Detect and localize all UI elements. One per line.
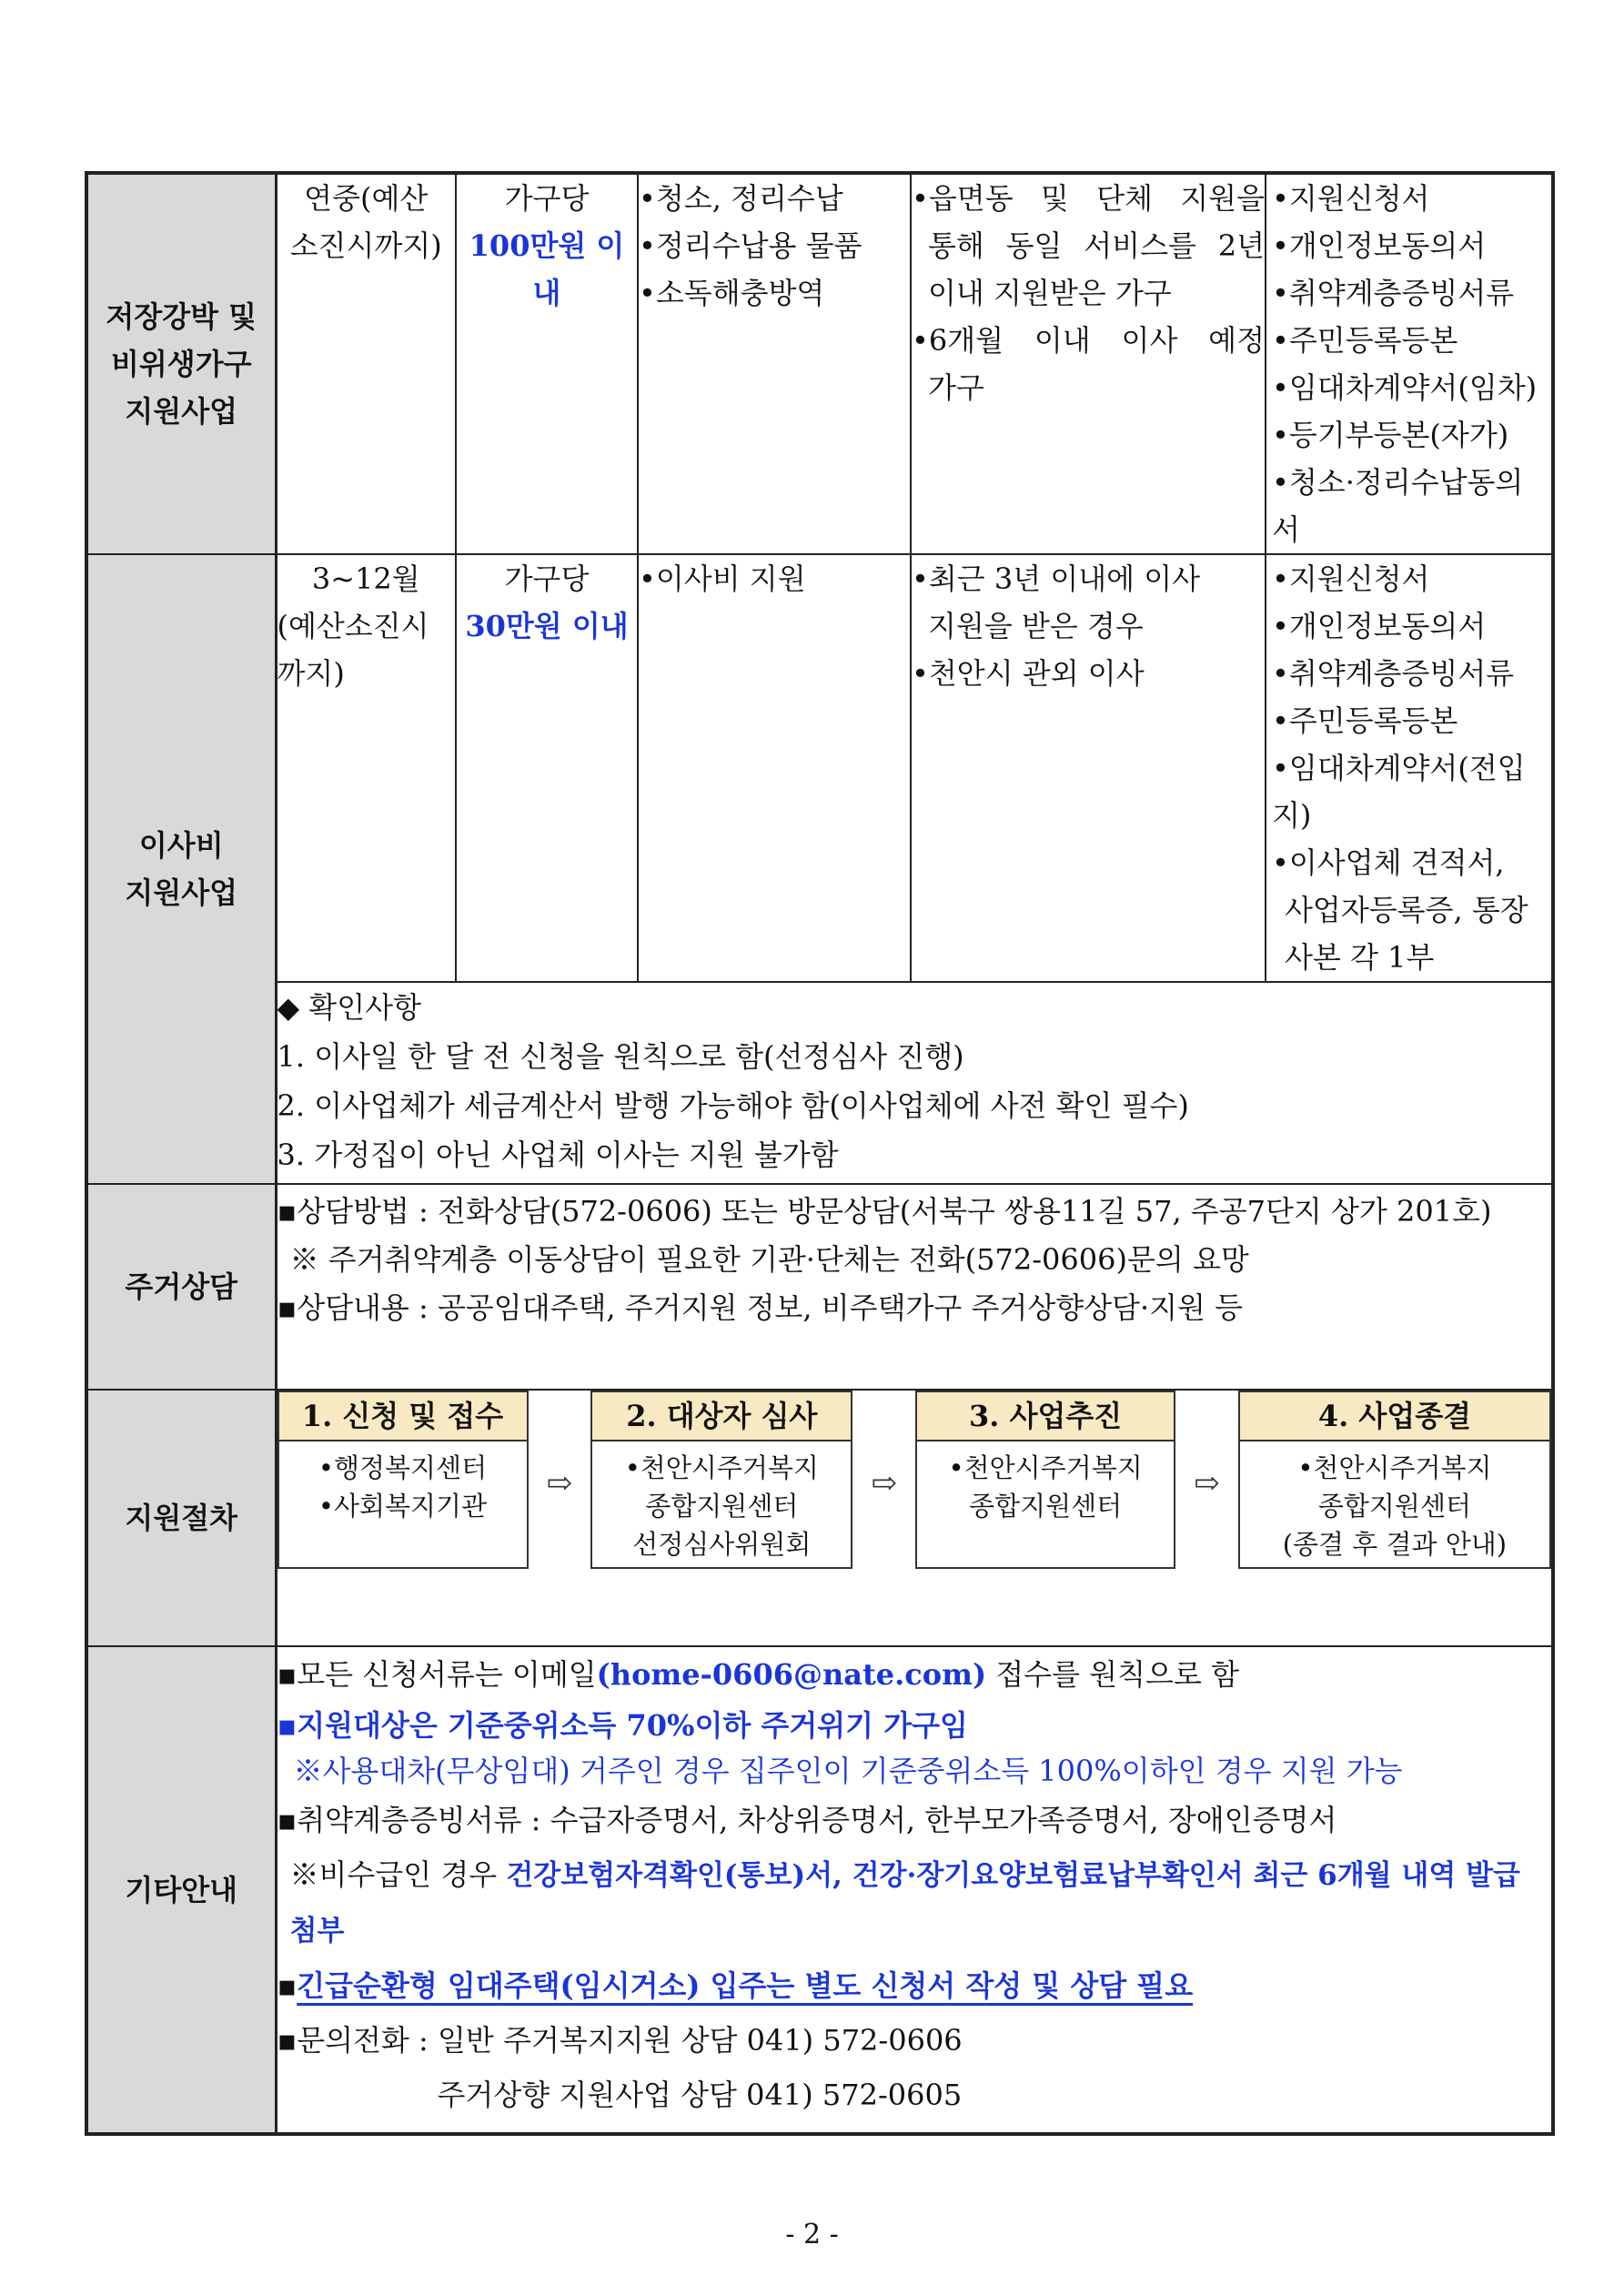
moving-row: [86, 554, 1553, 982]
step-body: [917, 1441, 1174, 1567]
amount-value: 100만원 이내: [469, 228, 625, 310]
etc-email-line: [277, 1647, 1552, 1702]
storage-exclusions: [911, 173, 1266, 554]
storage-amount: [456, 173, 638, 554]
step-line: 선정심사위원회: [632, 1529, 812, 1560]
procedure-step: [277, 1391, 529, 1569]
etc-emergency: [277, 1958, 1552, 2013]
step-line: •천안시주거복지: [948, 1452, 1143, 1483]
moving-notes-row: [86, 982, 1553, 1184]
moving-header: [86, 554, 276, 1184]
moving-content: [638, 554, 911, 982]
moving-period: [276, 554, 456, 982]
storage-header-line: 저장강박 및: [106, 299, 257, 334]
arrow-right-icon: ⇨: [1194, 1465, 1220, 1502]
period-line: (예산소진시: [277, 609, 429, 643]
document-item: •지원신청서: [1272, 561, 1430, 596]
etc-tel-upgrade: 주거상향 지원사업 상담 041) 572-0605: [437, 2078, 963, 2112]
step-body: [279, 1441, 527, 1567]
email-post: 접수를 원칙으로 함: [986, 1657, 1239, 1692]
notes-title: ◆ 확인사항: [277, 990, 421, 1025]
exclusion-line: 통해 동일 서비스를 2년: [928, 228, 1265, 263]
procedure-header: 지원절차: [86, 1390, 276, 1646]
step-title: 3. 사업추진: [917, 1392, 1174, 1441]
document-page: [85, 171, 1551, 2136]
consult-method-note: ※ 주거취약계층 이동상담이 필요한 기관·단체는 전화(572-0606)문의 요망: [289, 1242, 1249, 1277]
document-item: •임대차계약서(전입지): [1272, 751, 1526, 833]
document-item: •지원신청서: [1272, 181, 1430, 216]
step-line: 종합지원센터: [969, 1491, 1123, 1522]
email-link[interactable]: (home-0606@nate.com): [596, 1657, 987, 1692]
content-item: •소독해충방역: [639, 276, 825, 310]
amount-label: 가구당: [504, 181, 590, 216]
storage-period: [276, 173, 456, 554]
note-item: 1. 이사일 한 달 전 신청을 원칙으로 함(선정심사 진행): [277, 1039, 964, 1074]
etc-target: ▪지원대상은 기준중위소득 70%이하 주거위기 가구임: [277, 1708, 968, 1743]
step-line: 종합지원센터: [1317, 1491, 1471, 1522]
step-title: 1. 신청 및 접수: [279, 1392, 527, 1441]
step-title: 2. 대상자 심사: [592, 1392, 851, 1441]
moving-documents: [1266, 554, 1553, 982]
moving-notes: [276, 982, 1553, 1184]
document-item: •주민등록등본: [1272, 323, 1458, 358]
exclusion-line: •읍면동 및 단체 지원을: [912, 181, 1265, 216]
step-line: •천안시주거복지: [624, 1452, 819, 1483]
etc-tel-general: ▪문의전화 : 일반 주거복지지원 상담 041) 572-0606: [277, 2023, 963, 2058]
consult-body: [276, 1184, 1553, 1390]
document-item: •임대차계약서(임차): [1272, 370, 1538, 405]
document-item: •등기부등본(자가): [1272, 418, 1509, 452]
amount-label: 가구당: [504, 561, 590, 596]
content-item: •정리수납용 물품: [639, 228, 862, 263]
note-item: 2. 이사업체가 세금계산서 발행 가능해야 함(이사업체에 사전 확인 필수): [277, 1088, 1189, 1123]
procedure-body: [276, 1390, 1553, 1646]
procedure-step: [915, 1391, 1175, 1569]
moving-header-line: 지원사업: [125, 875, 238, 910]
amount-value: 30만원 이내: [465, 609, 629, 643]
storage-documents: [1266, 173, 1553, 554]
page-number: - 2 -: [785, 2219, 839, 2250]
arrow-right-icon: ⇨: [871, 1465, 897, 1502]
step-title: 4. 사업종결: [1240, 1392, 1549, 1441]
period-line: 까지): [277, 656, 345, 691]
procedure-step: [590, 1391, 852, 1569]
period-line: 3~12월: [311, 561, 420, 596]
document-item: •취약계층증빙서류: [1272, 276, 1515, 310]
storage-header: [86, 173, 276, 554]
arrow-right-icon: ⇨: [546, 1465, 573, 1502]
program-table: [85, 171, 1555, 2136]
document-item: •취약계층증빙서류: [1272, 656, 1515, 691]
step-body: [1240, 1441, 1549, 1567]
document-item: •이사업체 견적서,: [1272, 845, 1505, 880]
exclusion-line: 가구: [928, 370, 984, 405]
consult-row: [86, 1184, 1553, 1390]
etc-proof: ▪취약계층증빙서류 : 수급자증명서, 차상위증명서, 한부모가족증명서, 장애인증명서: [277, 1803, 1337, 1837]
proof-note-blue: 건강보험자격확인(통보)서, 건강·장기요양보험료납부확인서 최근 6개월 내역 발급 첨부: [289, 1859, 1520, 1947]
step-body: [592, 1441, 851, 1567]
moving-header-line: 이사비: [138, 828, 224, 863]
document-item: •주민등록등본: [1272, 703, 1458, 738]
exclusion-line: 지원을 받은 경우: [928, 609, 1144, 643]
procedure-step: [1238, 1391, 1551, 1569]
note-item: 3. 가정집이 아닌 사업체 이사는 지원 불가함: [277, 1138, 839, 1172]
content-item: •청소, 정리수납: [639, 181, 843, 216]
exclusion-line: •최근 3년 이내에 이사: [912, 561, 1201, 596]
document-item: •개인정보동의서: [1272, 609, 1487, 643]
step-line: •행정복지센터: [318, 1452, 488, 1483]
emergency-text: 긴급순환형 임대주택(임시거소) 입주는 별도 신청서 작성 및 상담 필요: [297, 1968, 1194, 2003]
step-line: 종합지원센터: [645, 1491, 799, 1522]
moving-exclusions: [911, 554, 1266, 982]
procedure-flow: [277, 1391, 1552, 1569]
exclusion-line: •6개월 이내 이사 예정: [912, 323, 1265, 358]
document-item: 사본 각 1부: [1285, 940, 1435, 975]
step-line: (종결 후 결과 안내): [1282, 1529, 1508, 1560]
content-item: •이사비 지원: [639, 561, 806, 596]
storage-header-line: 비위생가구: [110, 347, 252, 381]
etc-row: [86, 1646, 1553, 2134]
etc-proof-note: [277, 1847, 1552, 1958]
consult-header: 주거상담: [86, 1184, 276, 1390]
procedure-row: [86, 1390, 1553, 1646]
exclusion-line: •천안시 관외 이사: [912, 656, 1145, 691]
period-line: 소진시까지): [289, 228, 442, 263]
consult-method: ▪상담방법 : 전화상담(572-0606) 또는 방문상담(서북구 쌍용11길 57, 주공7단지 상가 201호): [277, 1194, 1492, 1229]
storage-row: [86, 173, 1553, 554]
emergency-mark: ▪: [277, 1968, 298, 2003]
etc-target-note: ※사용대차(무상임대) 거주인 경우 집주인이 기준중위소득 100%이하인 경우 지원 가능: [293, 1754, 1403, 1788]
storage-content: [638, 173, 911, 554]
step-line: •천안시주거복지: [1297, 1452, 1492, 1483]
email-pre: ▪모든 신청서류는 이메일: [277, 1657, 597, 1692]
document-item: •청소·정리수납동의서: [1272, 465, 1524, 547]
moving-amount: [456, 554, 638, 982]
etc-header: 기타안내: [86, 1646, 276, 2134]
consult-content: ▪상담내용 : 공공임대주택, 주거지원 정보, 비주택가구 주거상향상담·지원 등: [277, 1290, 1244, 1325]
document-item: •개인정보동의서: [1272, 228, 1487, 263]
document-item: 사업자등록증, 통장: [1285, 893, 1528, 927]
exclusion-line: 이내 지원받은 가구: [928, 276, 1172, 310]
etc-body: [276, 1646, 1553, 2134]
proof-note-pre: ※비수급인 경우: [289, 1857, 507, 1892]
storage-header-line: 지원사업: [125, 394, 238, 429]
step-line: •사회복지기관: [318, 1491, 488, 1522]
period-line: 연중(예산: [304, 181, 429, 216]
